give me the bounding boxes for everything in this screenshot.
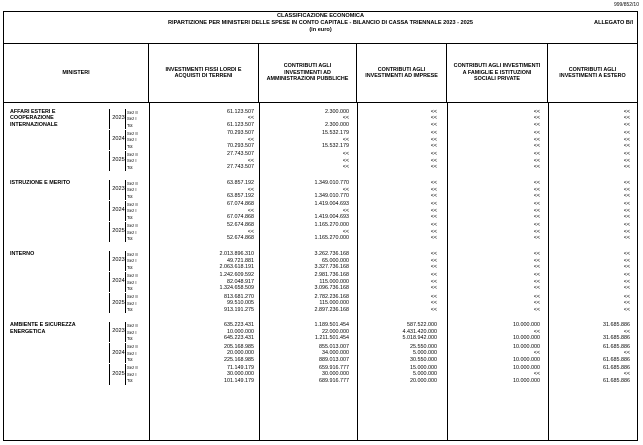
table-cell: << [623, 143, 630, 150]
table-cell: << [533, 300, 540, 307]
year-label: 2024 [112, 136, 125, 143]
table-cell: << [430, 300, 437, 307]
ministry-name: AMBIENTE E SICUREZZA ENERGETICA [10, 322, 76, 335]
table-cell: << [623, 121, 630, 128]
table-cell: << [533, 350, 540, 357]
table-cell: << [342, 186, 349, 193]
section-label: Tot [127, 235, 133, 241]
table-cell: 52.674.868 [227, 235, 254, 242]
table-cell: << [430, 164, 437, 171]
table-cell: 115.000.000 [319, 300, 349, 307]
column-divider [149, 102, 150, 440]
table-cell: 1.189.501.454 [314, 322, 349, 329]
table-cell: 15.532.179 [322, 143, 349, 150]
table-cell: 63.857.192 [227, 180, 254, 187]
table-cell: << [623, 193, 630, 200]
table-cell: 27.743.507 [227, 151, 254, 158]
year-label: 2025 [112, 228, 125, 235]
table-cell: 10.000.000 [513, 377, 540, 384]
table-cell: << [623, 306, 630, 313]
table-cell: << [623, 371, 630, 378]
table-cell: << [623, 350, 630, 357]
table-cell: << [623, 214, 630, 221]
section-label: Tot [127, 307, 133, 313]
section-label: Sez I [127, 300, 137, 306]
table-cell: 5.000.000 [413, 350, 437, 357]
table-cell: 1.165.270.000 [314, 235, 349, 242]
table-cell: 587.522.000 [407, 322, 437, 329]
table-cell: << [342, 157, 349, 164]
table-cell: << [430, 235, 437, 242]
table-cell: 645.223.431 [224, 335, 254, 342]
table-cell: 115.000.000 [319, 278, 349, 285]
table-cell: << [533, 278, 540, 285]
table-cell: << [623, 164, 630, 171]
section-label: Tot [127, 378, 133, 384]
table-cell: 2.013.896.310 [219, 251, 254, 258]
table-cell: << [342, 151, 349, 158]
section-label: Tot [127, 335, 133, 341]
table-cell: 67.074.868 [227, 201, 254, 208]
table-cell: << [623, 293, 630, 300]
section-label: Tot [127, 193, 133, 199]
table-cell: << [247, 136, 254, 143]
allegato-label: ALLEGATO B/I [594, 20, 633, 26]
table-cell: << [533, 272, 540, 279]
table-cell: << [247, 207, 254, 214]
table-cell: << [430, 143, 437, 150]
table-cell: 25.550.000 [410, 343, 437, 350]
table-cell: 15.000.000 [410, 364, 437, 371]
year-label: 2023 [112, 257, 125, 264]
table-cell: << [533, 285, 540, 292]
table-cell: 31.685.886 [603, 335, 630, 342]
table-cell: << [342, 207, 349, 214]
table-cell: 2.897.236.168 [314, 306, 349, 313]
table-cell: << [430, 264, 437, 271]
table-cell: << [430, 115, 437, 122]
section-label: Tot [127, 264, 133, 270]
section-label: Sez I [127, 371, 137, 377]
table-header [4, 12, 637, 44]
table-cell: << [430, 257, 437, 264]
year-label: 2025 [112, 157, 125, 164]
section-label: Sez I [127, 329, 137, 335]
section-label: Sez II [127, 201, 138, 207]
section-label: Sez II [127, 251, 138, 257]
year-label: 2024 [112, 349, 125, 356]
table-cell: << [430, 186, 437, 193]
table-cell: 10.000.000 [513, 322, 540, 329]
table-cell: << [533, 228, 540, 235]
column-divider [447, 102, 448, 440]
table-cell: 2.782.236.168 [314, 293, 349, 300]
table-cell: << [247, 186, 254, 193]
section-label: Sez I [127, 229, 137, 235]
section-label: Sez II [127, 180, 138, 186]
table-cell: << [533, 222, 540, 229]
table-cell: << [533, 130, 540, 137]
table-cell: << [623, 157, 630, 164]
table-cell: << [623, 228, 630, 235]
table-cell: 34.000.000 [322, 350, 349, 357]
classification-title: CLASSIFICAZIONE ECONOMICA [276, 13, 364, 19]
year-label: 2023 [112, 328, 125, 335]
table-cell: 71.149.179 [227, 364, 254, 371]
table-cell: << [342, 115, 349, 122]
year-label: 2023 [112, 114, 125, 121]
table-cell: 1.242.609.592 [219, 272, 254, 279]
table-cell: 205.168.985 [224, 343, 254, 350]
table-cell: 30.550.000 [410, 356, 437, 363]
table-cell: << [533, 264, 540, 271]
table-cell: 2.300.000 [325, 109, 349, 115]
table-cell: << [623, 257, 630, 264]
section-label: Sez II [127, 223, 138, 229]
column-header-investimenti-fissi: INVESTIMENTI FISSI LORDI E ACQUISTI DI TERRENI [149, 44, 259, 102]
table-cell: << [533, 306, 540, 313]
table-cell: 1.419.004.693 [314, 201, 349, 208]
year-label: 2025 [112, 299, 125, 306]
table-cell: << [430, 130, 437, 137]
table-cell: 659.916.777 [319, 364, 349, 371]
table-cell: 82.048.917 [227, 278, 254, 285]
table-cell: << [430, 228, 437, 235]
table-cell: 67.074.868 [227, 214, 254, 221]
table-cell: 689.916.777 [319, 377, 349, 384]
table-cell: << [342, 164, 349, 171]
section-label: Tot [127, 122, 133, 128]
section-label: Sez I [127, 116, 137, 122]
section-label: Sez II [127, 323, 138, 329]
table-cell: 15.532.179 [322, 130, 349, 137]
budget-table [3, 11, 638, 441]
table-cell: << [623, 115, 630, 122]
table-cell: << [533, 201, 540, 208]
table-cell: << [623, 130, 630, 137]
section-label: Sez II [127, 344, 138, 350]
table-cell: << [623, 285, 630, 292]
section-label: Sez I [127, 137, 137, 143]
table-cell: << [430, 285, 437, 292]
ministry-name: AFFARI ESTERI E COOPERAZIONE INTERNAZIONALE [10, 109, 58, 128]
table-cell: 1.324.658.509 [219, 285, 254, 292]
table-cell: 1.349.010.770 [314, 180, 349, 187]
table-cell: 10.000.000 [513, 356, 540, 363]
table-cell: 30.000.000 [227, 371, 254, 378]
table-cell: 70.293.507 [227, 130, 254, 137]
table-cell: << [533, 193, 540, 200]
table-cell: 4.431.420.000 [402, 328, 437, 335]
table-cell: 1.349.010.770 [314, 193, 349, 200]
table-cell: 65.000.000 [322, 257, 349, 264]
section-label: Tot [127, 143, 133, 149]
table-cell: << [430, 157, 437, 164]
table-cell: 63.857.192 [227, 193, 254, 200]
table-cell: << [342, 228, 349, 235]
section-label: Tot [127, 164, 133, 170]
section-label: Tot [127, 214, 133, 220]
column-header-contributi-famiglie: CONTRIBUTI AGLI INVESTIMENTI A FAMIGLIE E ISTITUZIONI SOCIALI PRIVATE [447, 44, 548, 102]
table-cell: 1.211.501.454 [314, 335, 349, 342]
table-cell: << [247, 115, 254, 122]
table-cell: 889.013.007 [319, 356, 349, 363]
table-cell: 27.743.507 [227, 164, 254, 171]
table-cell: 225.168.985 [224, 356, 254, 363]
table-cell: 3.096.736.168 [314, 285, 349, 292]
table-cell: << [623, 136, 630, 143]
table-cell: << [533, 164, 540, 171]
table-cell: 5.000.000 [413, 371, 437, 378]
table-cell: << [533, 235, 540, 242]
section-label: Sez I [127, 208, 137, 214]
section-label: Sez I [127, 187, 137, 193]
table-cell: << [623, 180, 630, 187]
table-cell: 3.262.736.168 [314, 251, 349, 258]
table-cell: 10.000.000 [513, 343, 540, 350]
section-label: Sez I [127, 279, 137, 285]
table-cell: << [623, 186, 630, 193]
section-label: Sez II [127, 151, 138, 157]
table-cell: << [430, 207, 437, 214]
table-cell: 31.685.886 [603, 322, 630, 329]
table-cell: 813.681.270 [224, 293, 254, 300]
year-label: 2025 [112, 370, 125, 377]
table-cell: 913.191.275 [224, 306, 254, 313]
table-cell: << [430, 272, 437, 279]
table-cell: 855.013.007 [319, 343, 349, 350]
table-cell: 22.000.000 [322, 328, 349, 335]
section-label: Sez II [127, 109, 138, 115]
table-cell: << [430, 121, 437, 128]
table-cell: << [533, 293, 540, 300]
table-cell: << [430, 180, 437, 187]
table-cell: << [430, 151, 437, 158]
section-label: Sez II [127, 294, 138, 300]
section-label: Sez II [127, 273, 138, 279]
table-cell: << [533, 207, 540, 214]
table-cell: << [430, 201, 437, 208]
section-label: Sez I [127, 258, 137, 264]
table-cell: << [623, 222, 630, 229]
table-cell: << [533, 257, 540, 264]
section-label: Sez II [127, 130, 138, 136]
table-cell: << [430, 251, 437, 258]
table-cell: 20.000.000 [227, 350, 254, 357]
table-cell: << [533, 121, 540, 128]
table-cell: 2.981.736.168 [314, 272, 349, 279]
column-header-contributi-imprese: CONTRIBUTI AGLI INVESTIMENTI AD IMPRESE [357, 44, 447, 102]
page-reference: 999/852/10 [613, 2, 639, 8]
column-divider [548, 102, 549, 440]
table-cell: 61.123.507 [227, 121, 254, 128]
table-cell: << [533, 180, 540, 187]
table-cell: << [623, 272, 630, 279]
table-cell: << [342, 136, 349, 143]
table-cell: << [623, 207, 630, 214]
year-label: 2023 [112, 186, 125, 193]
table-cell: << [623, 201, 630, 208]
table-cell: << [533, 371, 540, 378]
table-cell: 70.293.507 [227, 143, 254, 150]
table-cell: << [430, 222, 437, 229]
table-cell: 1.419.004.693 [314, 214, 349, 221]
table-cell: << [623, 151, 630, 158]
table-cell: 10.000.000 [513, 335, 540, 342]
column-header-contributi-estero: CONTRIBUTI AGLI INVESTIMENTI A ESTERO [559, 66, 626, 79]
table-cell: 49.721.881 [227, 257, 254, 264]
table-cell: << [430, 278, 437, 285]
table-cell: 20.000.000 [410, 377, 437, 384]
ministry-name: ISTRUZIONE E MERITO [10, 180, 71, 187]
table-cell: 61.123.507 [227, 109, 254, 115]
table-cell: << [533, 157, 540, 164]
table-cell: 5.018.942.000 [402, 335, 437, 342]
table-cell: << [430, 214, 437, 221]
table-cell: << [533, 136, 540, 143]
table-cell: << [533, 186, 540, 193]
column-header-ministeri: MINISTERI [4, 44, 149, 102]
table-cell: 99.510.005 [227, 300, 254, 307]
unit-note: (in euro) [309, 27, 332, 34]
table-cell: << [430, 306, 437, 313]
year-label: 2024 [112, 278, 125, 285]
table-cell: << [623, 264, 630, 271]
table-cell: << [623, 278, 630, 285]
table-cell: << [533, 109, 540, 115]
table-cell: << [623, 251, 630, 258]
table-cell: 61.685.886 [603, 364, 630, 371]
column-header-contributi-ap: CONTRIBUTI AGLI INVESTIMENTI AD AMMINISTRAZIONI PUBBLICHE [259, 44, 357, 102]
table-cell: 2.063.618.191 [219, 264, 254, 271]
table-cell: << [430, 109, 437, 115]
section-label: Sez I [127, 158, 137, 164]
table-cell: 101.149.179 [224, 377, 254, 384]
table-cell: 635.223.431 [224, 322, 254, 329]
year-label: 2024 [112, 207, 125, 214]
table-cell: << [247, 157, 254, 164]
table-cell: 3.327.736.168 [314, 264, 349, 271]
table-cell: 52.674.868 [227, 222, 254, 229]
table-cell: 2.300.000 [325, 121, 349, 128]
header-divider [4, 102, 637, 103]
table-cell: 61.685.886 [603, 343, 630, 350]
table-cell: << [623, 109, 630, 115]
table-cell: << [623, 300, 630, 307]
column-divider [259, 102, 260, 440]
table-cell: 1.165.270.000 [314, 222, 349, 229]
table-cell: << [430, 136, 437, 143]
table-title: RIPARTIZIONE PER MINISTERI DELLE SPESE IN CONTO CAPITALE - BILANCIO DI CASSA TRIENNALE 2023 - 2025 [167, 20, 473, 27]
table-cell: << [533, 143, 540, 150]
table-cell: << [623, 328, 630, 335]
table-cell: << [533, 328, 540, 335]
section-label: Tot [127, 357, 133, 363]
table-cell: 61.685.886 [603, 377, 630, 384]
table-cell: << [533, 214, 540, 221]
table-cell: << [533, 251, 540, 258]
table-cell: << [430, 293, 437, 300]
table-cell: 10.000.000 [513, 364, 540, 371]
section-label: Sez I [127, 350, 137, 356]
table-cell: 30.000.000 [322, 371, 349, 378]
ministry-name: INTERNO [10, 251, 35, 258]
table-cell: << [623, 235, 630, 242]
table-cell: 61.685.886 [603, 356, 630, 363]
table-cell: << [247, 228, 254, 235]
section-label: Tot [127, 285, 133, 291]
table-cell: 10.000.000 [227, 328, 254, 335]
table-cell: << [533, 151, 540, 158]
section-label: Sez II [127, 365, 138, 371]
table-cell: << [430, 193, 437, 200]
table-cell: << [533, 115, 540, 122]
